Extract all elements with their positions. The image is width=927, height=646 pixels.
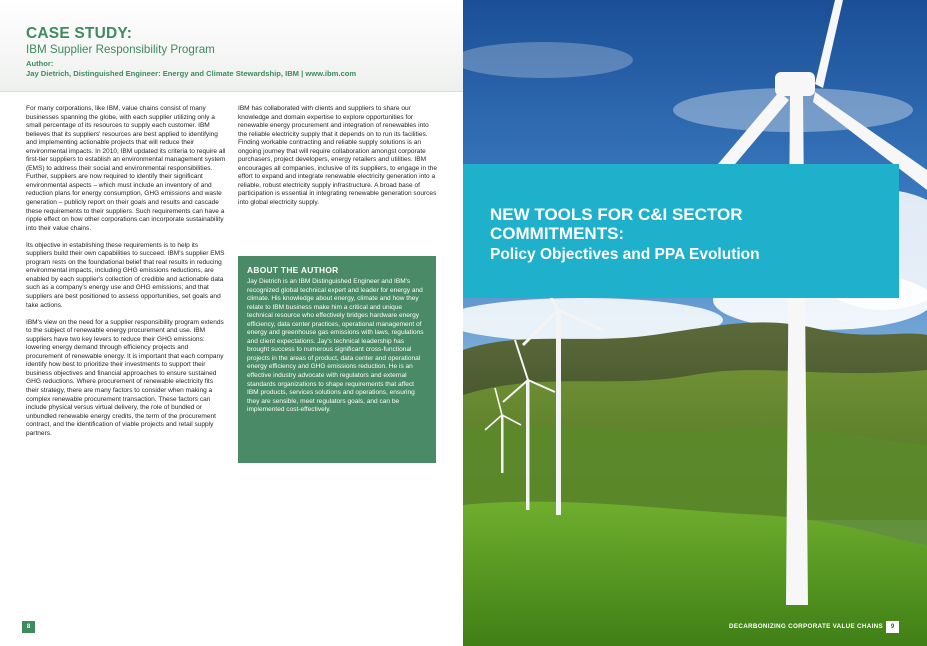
banner-subtitle: Policy Objectives and PPA Evolution — [490, 246, 760, 263]
body-column-1 — [26, 105, 226, 447]
left-page — [0, 0, 463, 646]
case-study-subtitle: IBM Supplier Responsibility Program — [26, 43, 215, 56]
banner-title-line-1: NEW TOOLS FOR C&I SECTOR — [490, 205, 743, 224]
case-study-header — [0, 0, 463, 92]
body-paragraph: IBM's view on the need for a supplier responsibility program extends to the subject of renewable energy procurement and use. IBM suppliers have two key levers to reduce their GHG emissions: lowering energy demand through efficiency projects and procurement of renewable energy. It is important that each company identify how best to prioritize their investments to support their business objectives and financial approaches to ensure sustained GHG reductions. Where procurement of renewable electricity fits their strategy, there are many factors to consider when making a complex renewable procurement transaction. These factors can include physical versus virtual delivery, the role of bundled or unbundled renewable energy credits, the term of the procurement contract, and the identification of viable projects and retail supply partners. — [26, 318, 224, 437]
author-label: Author: — [26, 59, 54, 68]
wind-turbines-photo — [463, 0, 927, 646]
about-author-title: ABOUT THE AUTHOR — [247, 265, 339, 275]
right-page — [463, 0, 927, 646]
case-study-title: CASE STUDY: — [26, 25, 133, 42]
title-banner — [463, 164, 899, 298]
footer-running-title: DECARBONIZING CORPORATE VALUE CHAINS — [729, 623, 883, 630]
body-paragraph: IBM has collaborated with clients and suppliers to share our knowledge and domain expertise to explore opportunities for renewable energy procurement and integration of renewables into the reliable electricity supply that it depends on to run its facilities. Finding workable contracting and reliable supply solutions is an ongoing journey that will require collaboration amongst corporate purchasers, project developers, energy retailers and utilities. IBM encourages all companies, inclusive of its suppliers, to engage in the effort to expand and integrate renewable electricity generation into a reliable, robust electricity supply infrastructure. A broad base of participation is essential in integrating renewable generation sources into global electricity supply. — [238, 105, 438, 207]
body-column-2 — [238, 105, 438, 216]
page-number-left: 8 — [22, 621, 35, 633]
banner-title-line-2: COMMITMENTS: — [490, 224, 625, 243]
author-line: Jay Dietrich, Distinguished Engineer: Energy and Climate Stewardship, IBM | www.ibm.com — [26, 69, 357, 78]
about-author-text: Jay Dietrich is an IBM Distinguished Engineer and IBM's recognized global technical expert and leader for energy and climate. His knowledge about energy, climate and how they relate to IBM business make him a critical and unique technical resource who effectively bridges hardware energy efficiency, data center practices, operational management of energy and greenhouse gas emissions with laws, regulations and client expectations. Jay's technical leadership has brought success to numerous significant cross-functional projects in the areas of product, data center and operational energy efficiency and GHG emissions reduction. He is an effective industry advocate with regulators and external standards organizations to shape requirements that affect IBM products, services solutions and operations, ensuring they are sensible, meet regulators goals, and can be implemented cost-effectively. — [247, 278, 424, 414]
body-paragraph: Its objective in establishing these requirements is to help its suppliers build their own capabilities to succeed. IBM's supplier EMS program rests on the foundational belief that real results in reducing environmental impacts, including GHG emissions reductions, are enabled by each supplier's collection of credible and actionable data such as a company's energy use and GHG emissions; and that suppliers are best positioned to assess opportunities, set goals and take actions. — [26, 241, 225, 309]
about-author-box — [238, 256, 436, 463]
body-paragraph: For many corporations, like IBM, value chains consist of many businesses spanning the globe, with each supplier utilizing only a small percentage of its resources to supply each customer. IBM believes that its suppliers' resources are best applied to identifying and implementing actionable projects that will reduce their environmental impacts. In 2010, IBM updated its criteria to require all first-tier suppliers to establish an environmental management system (EMS) to address their social and environmental responsibilities. Further, suppliers are now required to identify their significant environmental aspects – which must include an inventory of and reduction plans for energy consumption, GHG emissions and waste generation – publicly report on their goals and results and cascade these requirements to their suppliers. Such requirements can have a ripple effect on how other corporations can incorporate sustainability into their value chains. — [26, 105, 226, 232]
page-number-right: 9 — [886, 621, 899, 633]
